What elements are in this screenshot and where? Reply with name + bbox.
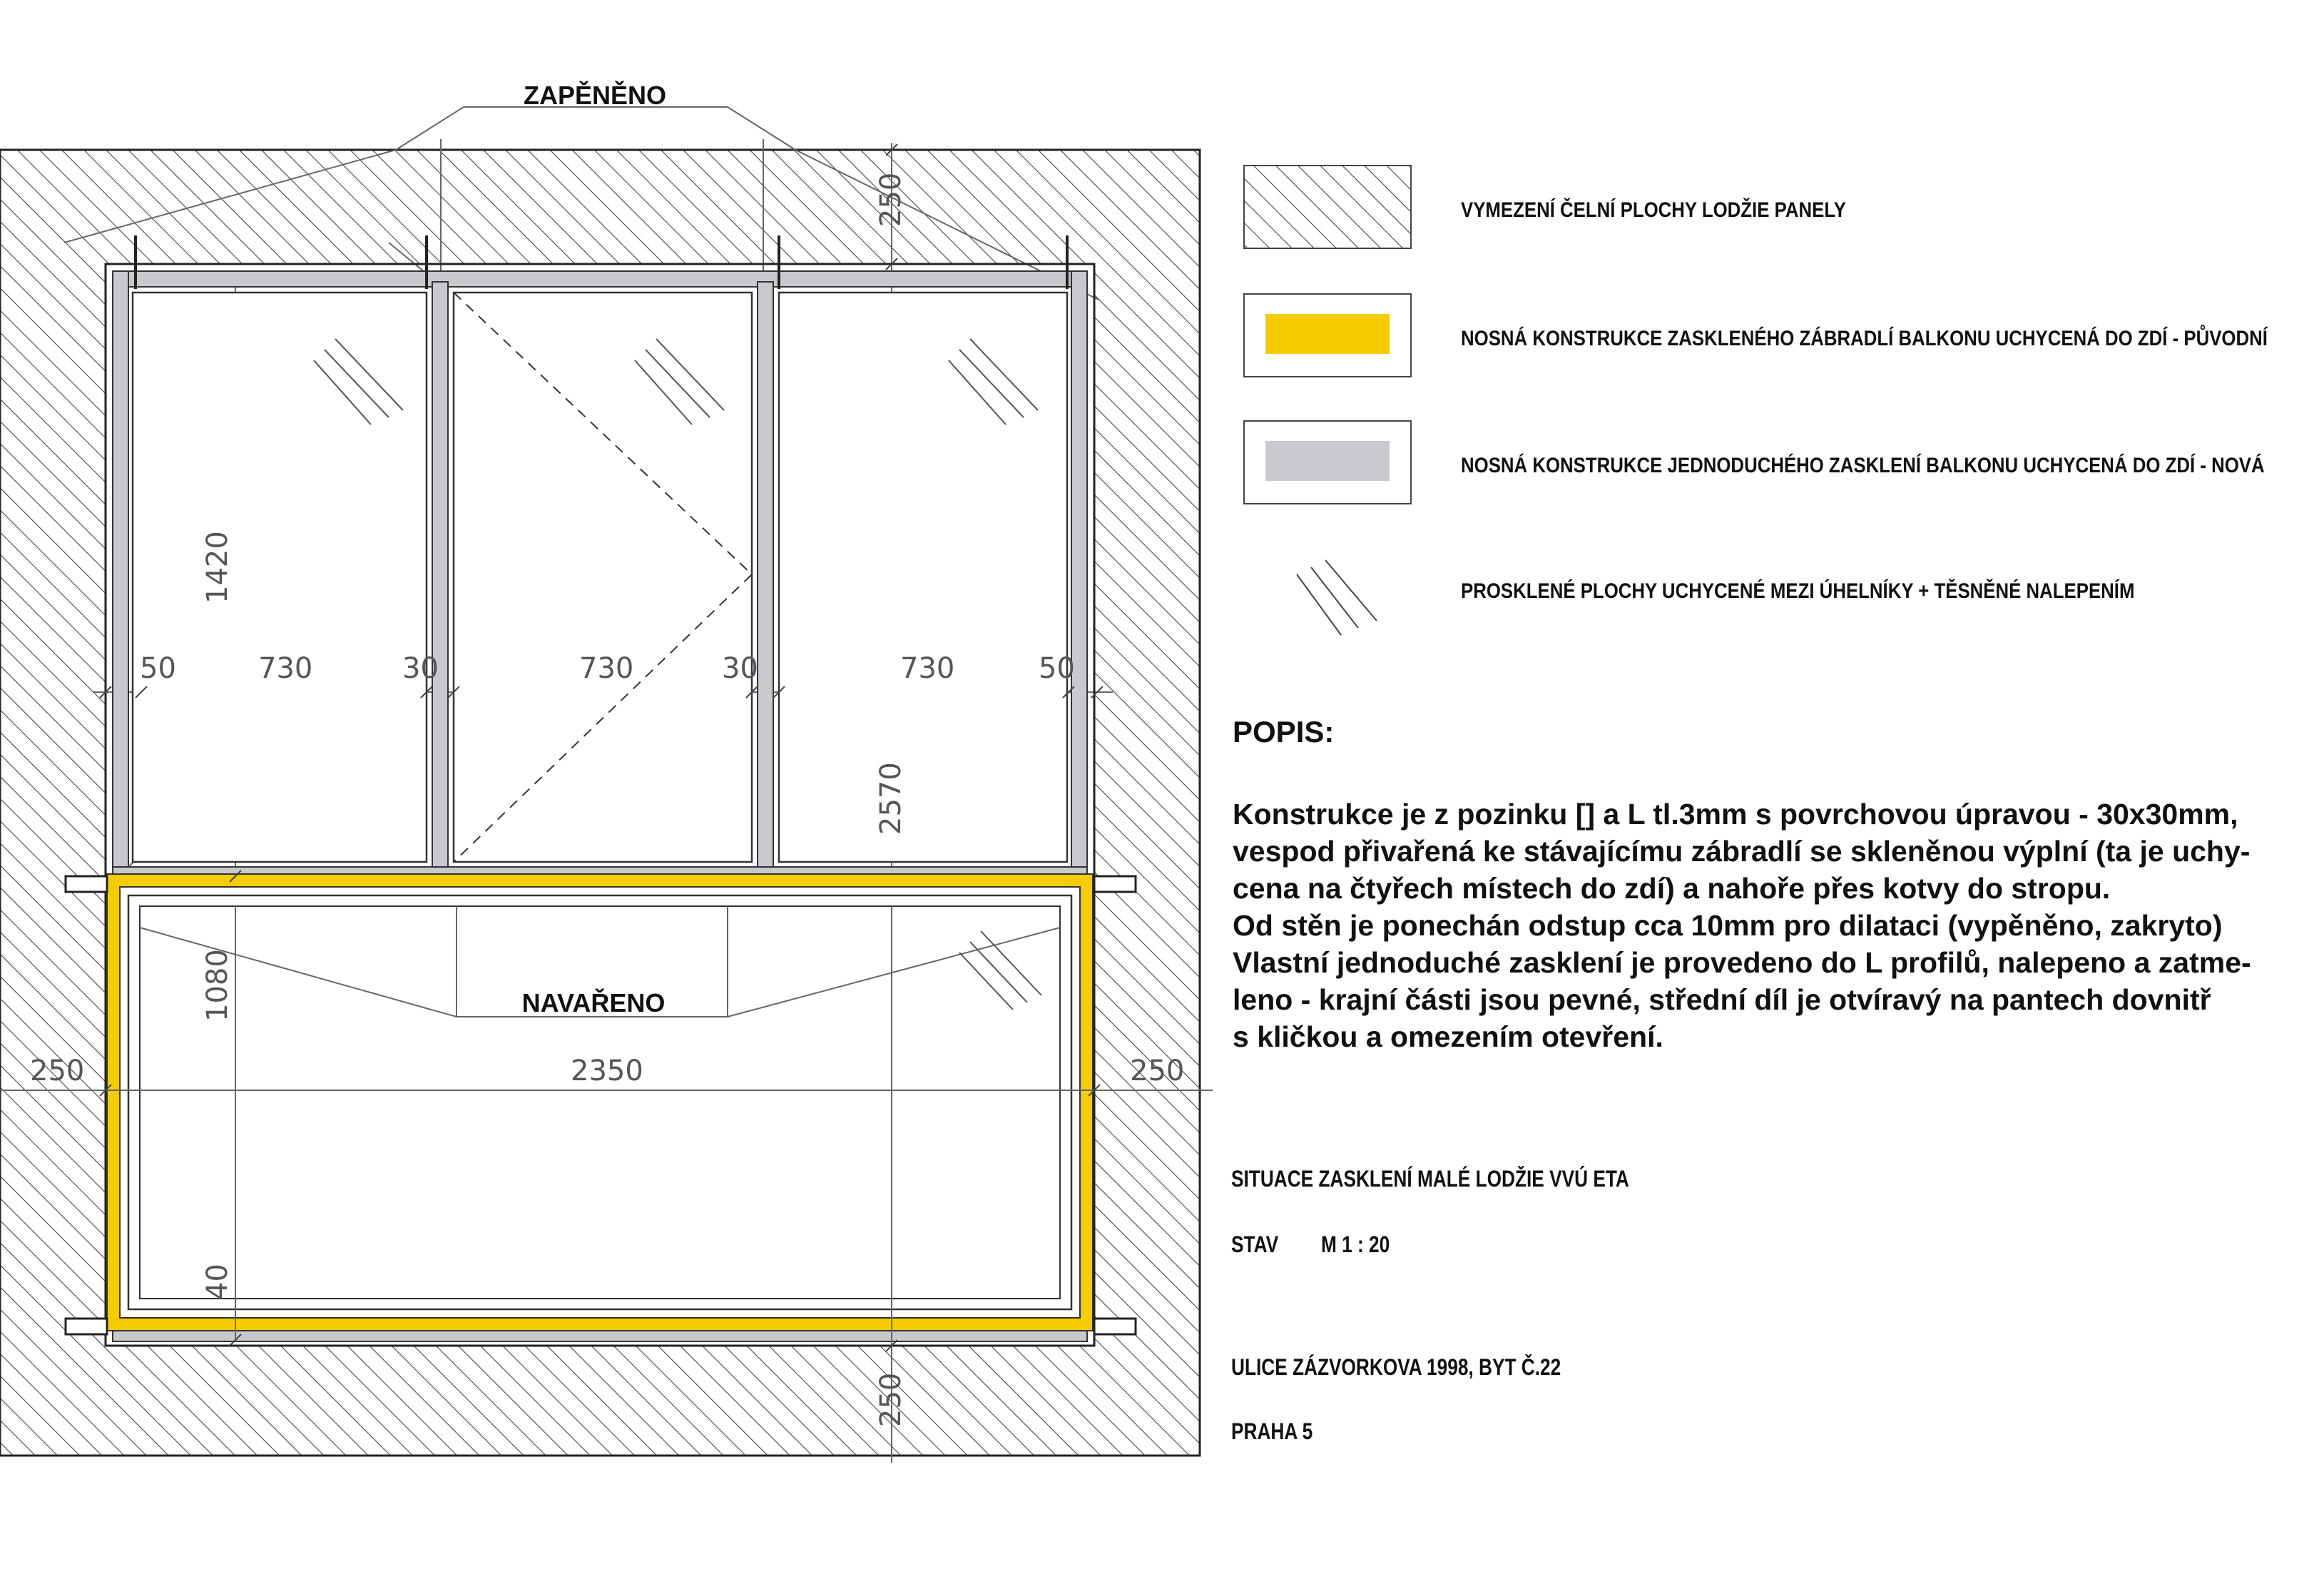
address-label: ULICE ZÁZVORKOVA 1998, BYT Č.22 <box>1231 1354 1561 1380</box>
dim-bottom-gap: 40 <box>201 1264 234 1300</box>
dim-pane-3: 730 <box>900 652 955 685</box>
popis-body <box>1233 796 2251 1055</box>
legend-label-yellow: NOSNÁ KONSTRUKCE ZASKLENÉHO ZÁBRADLÍ BALKONU UCHYCENÁ DO ZDÍ - PŮVODNÍ <box>1461 327 2268 350</box>
popis-line: Vlastní jednoduché zasklení je provedeno do L profilů, nalepeno a zatme- <box>1233 946 2251 979</box>
yellow-frame-original <box>107 874 1093 1331</box>
dim-right-wall: 250 <box>1130 1055 1185 1087</box>
dim-top-wall: 250 <box>875 172 907 227</box>
dim-pane-2: 730 <box>579 652 634 685</box>
dim-inner-width: 2350 <box>571 1055 643 1087</box>
dim-left-wall: 250 <box>30 1055 85 1087</box>
legend-swatch-glass <box>1297 560 1377 635</box>
popis-line: cena na čtyřech místech do zdí) a nahoře přes kotvy do stropu. <box>1233 872 2111 905</box>
popis-line: leno - krajní části jsou pevné, střední díl je otvíravý na pantech dovnitř <box>1233 983 2211 1016</box>
dim-upper-height: 1420 <box>201 531 234 604</box>
legend-swatch-grey <box>1265 441 1390 481</box>
popis-line: Konstrukce je z pozinku [] a L tl.3mm s povrchovou úpravou - 30x30mm, <box>1233 798 2238 831</box>
dim-total-height: 2570 <box>875 762 907 835</box>
dim-bottom-wall: 250 <box>875 1372 907 1427</box>
glass-panes <box>133 293 1067 862</box>
label-top-foamed: ZAPĚNĚNO <box>523 81 667 110</box>
dim-railing-height: 1080 <box>201 949 234 1022</box>
popis-line: Od stěn je ponechán odstup cca 10mm pro dilataci (vypěněno, zakryto) <box>1233 909 2223 942</box>
dim-frame-left: 50 <box>140 652 176 685</box>
dim-frame-right: 50 <box>1039 652 1075 685</box>
drawing-title: SITUACE ZASKLENÍ MALÉ LODŽIE VVÚ ETA <box>1231 1166 1629 1192</box>
label-bottom-welded: NAVAŘENO <box>521 988 666 1017</box>
dim-pane-1: 730 <box>258 652 313 685</box>
legend-label-grey: NOSNÁ KONSTRUKCE JEDNODUCHÉHO ZASKLENÍ BALKONU UCHYCENÁ DO ZDÍ - NOVÁ <box>1461 454 2265 477</box>
scale-label: M 1 : 20 <box>1321 1232 1390 1257</box>
popis-line: vespod přivařená ke stávajícímu zábradlí se skleněnou výplní (ta je uchy- <box>1233 835 2251 868</box>
legend-label-glass: PROSKLENÉ PLOCHY UCHYCENÉ MEZI ÚHELNÍKY + TĚSNĚNÉ NALEPENÍM <box>1461 579 2135 603</box>
city-label: PRAHA 5 <box>1231 1418 1313 1444</box>
popis-line: s kličkou a omezením otevření. <box>1233 1020 1663 1053</box>
dim-mullion-2: 30 <box>722 652 758 685</box>
legend-swatch-hatch <box>1244 166 1411 248</box>
stav-label: STAV <box>1231 1232 1279 1257</box>
popis-title: POPIS: <box>1233 715 1335 748</box>
dim-mullion-1: 30 <box>402 652 439 685</box>
legend-swatch-yellow <box>1265 314 1390 354</box>
legend-label-hatch: VYMEZENÍ ČELNÍ PLOCHY LODŽIE PANELY <box>1461 198 1846 222</box>
